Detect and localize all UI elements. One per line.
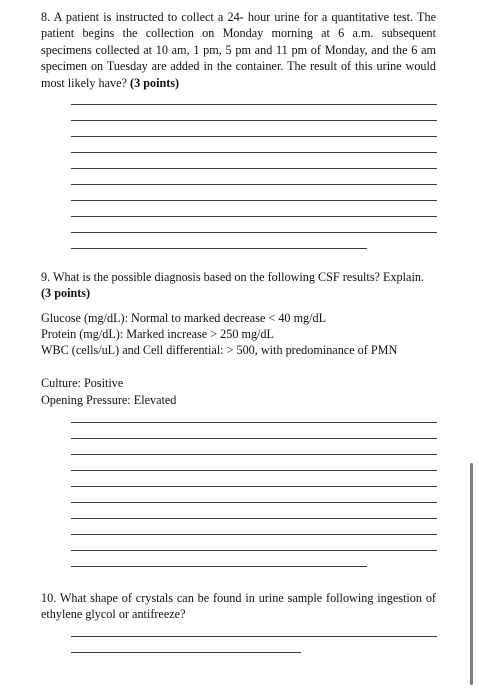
question-9-points: (3 points) (41, 286, 91, 301)
answer-line (71, 550, 437, 551)
question-10 (41, 590, 436, 623)
answer-line (71, 534, 437, 535)
answer-line (71, 200, 437, 201)
answer-line (71, 470, 437, 471)
csf-result-culture: Culture: Positive (41, 376, 124, 390)
answer-line (71, 636, 437, 637)
question-8-text: 8. A patient is instructed to collect a 24- hour urine for a quantitative test. The patient begins the collection on Monday morning at 6 a.m. subsequent specimens collected at 10 am, 1 pm, 5 pm and 11 pm of Monday, and the 6 am specimen on Tuesday are added in the container. The result of this urine would most likely have? (41, 10, 436, 90)
answer-line (71, 184, 437, 185)
answer-line (71, 104, 437, 105)
answer-line (71, 652, 301, 653)
question-8-points: (3 points) (130, 75, 180, 90)
answer-line (71, 486, 437, 487)
csf-result-glucose: Glucose (mg/dL): Normal to marked decrease < 40 mg/dL (41, 311, 327, 325)
csf-result-protein: Protein (mg/dL): Marked increase > 250 mg/dL (41, 327, 274, 341)
answer-line (71, 518, 437, 519)
answer-line (71, 438, 437, 439)
answer-line (71, 566, 367, 567)
answer-line (71, 248, 367, 249)
question-9-text: 9. What is the possible diagnosis based on the following CSF results? Explain. (41, 270, 424, 284)
csf-result-wbc: WBC (cells/uL) and Cell differential: > 500, with predominance of PMN (41, 343, 398, 357)
csf-result-opening-pressure: Opening Pressure: Elevated (41, 393, 177, 407)
question-10-text: 10. What shape of crystals can be found in urine sample following ingestion of ethylene glycol or antifreeze? (41, 591, 436, 622)
question-8 (41, 9, 436, 91)
answer-line (71, 120, 437, 121)
answer-line (71, 422, 437, 423)
answer-line (71, 216, 437, 217)
answer-line (71, 136, 437, 137)
answer-line (71, 502, 437, 503)
answer-line (71, 454, 437, 455)
question-9 (41, 269, 436, 302)
answer-line (71, 152, 437, 153)
answer-line (71, 232, 437, 233)
scrollbar[interactable] (470, 463, 473, 685)
answer-line (71, 168, 437, 169)
